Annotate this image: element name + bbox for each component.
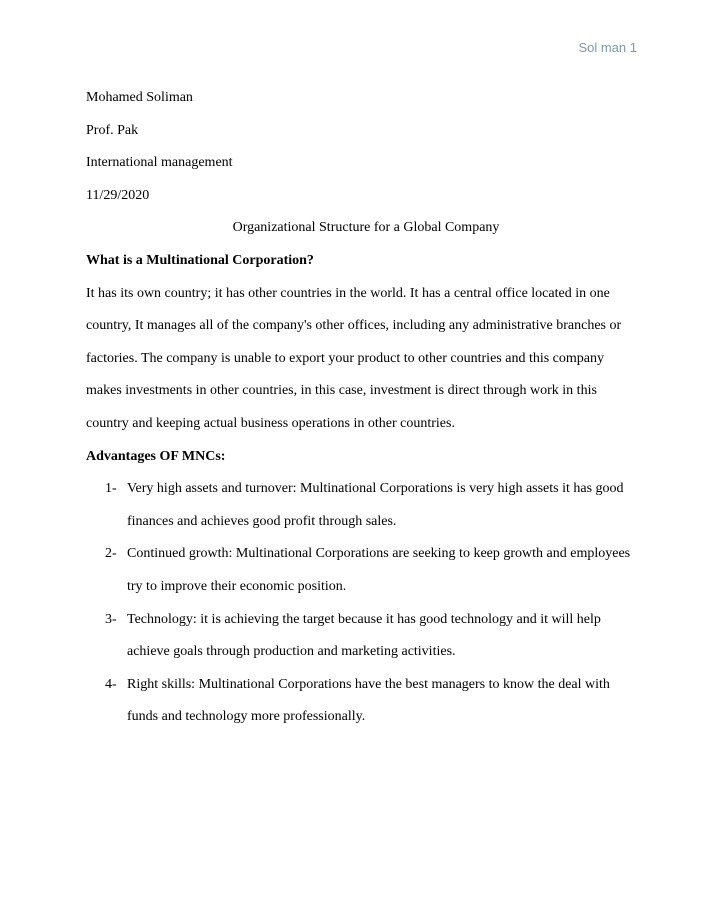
paragraph-mnc-definition — [86, 278, 646, 441]
list-item-line: try to improve their economic position. — [127, 578, 347, 594]
list-item — [86, 538, 646, 603]
list-item-number: 1- — [105, 481, 117, 497]
section-heading-mnc: What is a Multinational Corporation? — [86, 252, 314, 268]
list-item-number: 4- — [105, 676, 117, 692]
running-head: Sol man 1 — [578, 40, 637, 55]
list-item — [86, 669, 646, 734]
list-item — [86, 473, 646, 538]
list-item-line: funds and technology more professionally. — [127, 709, 366, 725]
list-item-line: achieve goals through production and marketing activities. — [127, 644, 456, 660]
list-item-number: 2- — [105, 546, 117, 562]
list-item-line: finances and achieves good profit through sales. — [127, 513, 397, 529]
document-title: Organizational Structure for a Global Company — [232, 220, 500, 236]
advantages-list — [86, 473, 646, 734]
list-item-line: Continued growth: Multinational Corporations are seeking to keep growth and employees — [127, 546, 631, 562]
list-item-line: Technology: it is achieving the target because it has good technology and it will help — [127, 611, 601, 627]
list-item-line: Right skills: Multinational Corporations have the best managers to know the deal with — [127, 676, 610, 692]
document-body — [86, 82, 646, 734]
section-heading-advantages: Advantages OF MNCs: — [86, 448, 226, 464]
list-item — [86, 604, 646, 669]
paragraph-line: makes investments in other countries, in this case, investment is direct through work in this — [86, 383, 597, 399]
list-item-line: Very high assets and turnover: Multinational Corporations is very high assets it has good — [127, 481, 624, 497]
list-item-number: 3- — [105, 611, 117, 627]
paragraph-line: factories. The company is unable to export your product to other countries and this company — [86, 350, 604, 366]
document-date: 11/29/2020 — [86, 187, 150, 203]
paragraph-line: country, It manages all of the company's other offices, including any administrative branches or — [86, 318, 622, 334]
course-name: International management — [86, 155, 233, 171]
paragraph-line: It has its own country; it has other countries in the world. It has a central office located in one — [86, 285, 610, 301]
paragraph-line: country and keeping actual business operations in other countries. — [86, 415, 455, 431]
professor-name: Prof. Pak — [86, 122, 139, 138]
author-name: Mohamed Soliman — [86, 90, 193, 105]
